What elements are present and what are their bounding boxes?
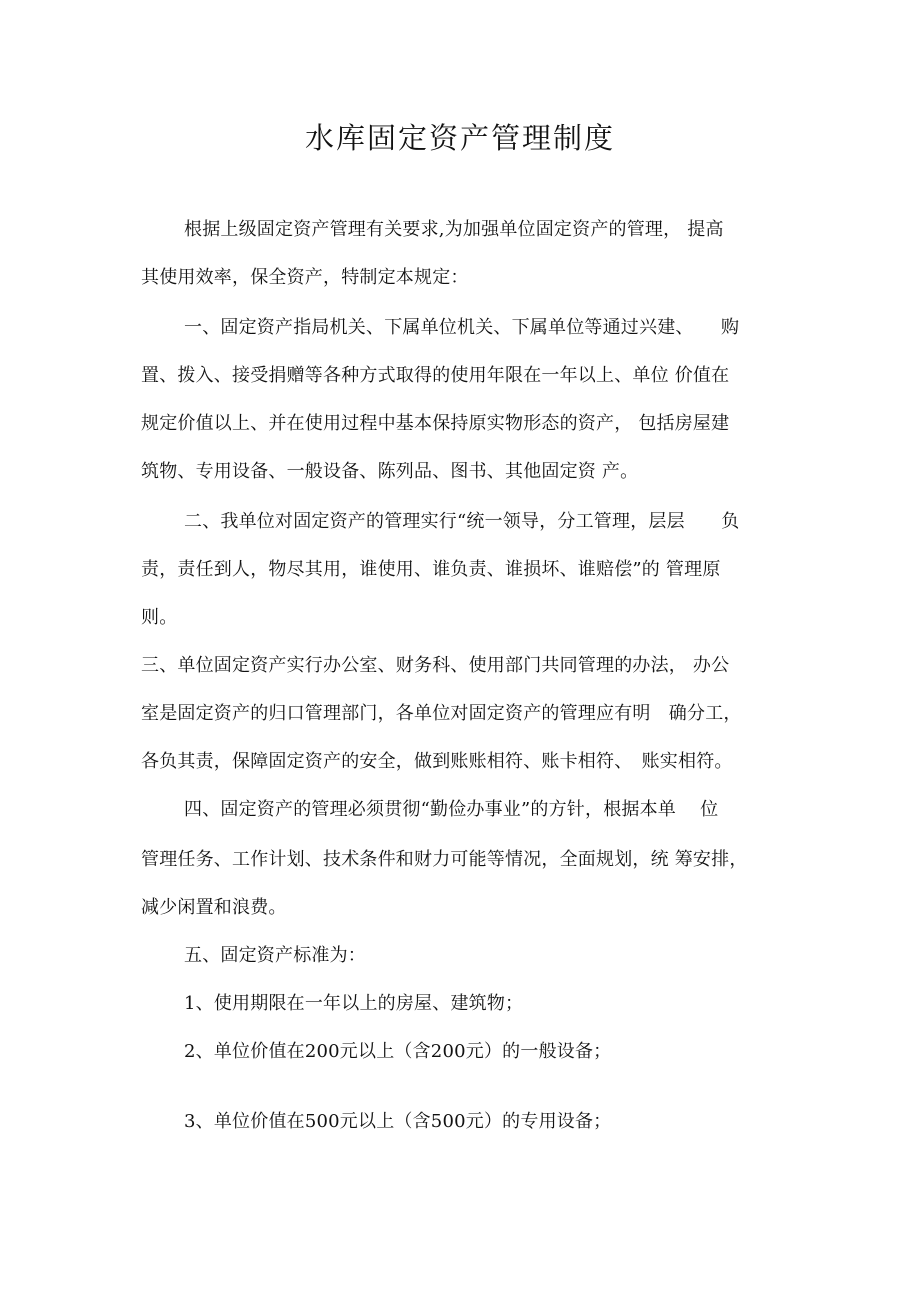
paragraph-item-4-line-2: 管理任务、工作计划、技术条件和财力可能等情况，全面规划，统 筹安排， <box>141 849 748 870</box>
paragraph-item-2-line-3: 则。 <box>141 607 178 628</box>
list-item-3: 3、单位价值在500元以上（含500元）的专用设备； <box>184 1111 612 1132</box>
paragraph-item-2-line-2: 责，责任到人，物尽其用，谁使用、谁负责、谁损坏、谁赔偿”的 管理原 <box>141 559 721 580</box>
paragraph-item-2-line-1: 二、我单位对固定资产的管理实行“统一领导，分工管理，层层 负 <box>184 511 740 532</box>
paragraph-item-1-line-2: 置、拨入、接受捐赠等各种方式取得的使用年限在一年以上、单位 价值在 <box>141 365 730 386</box>
list-item-2: 2、单位价值在200元以上（含200元）的一般设备； <box>184 1041 612 1062</box>
paragraph-item-1-line-3: 规定价值以上、并在使用过程中基本保持原实物形态的资产， 包括房屋建 <box>141 413 730 434</box>
paragraph-item-4-line-1: 四、固定资产的管理必须贯彻“勤俭办事业”的方针，根据本单 位 <box>184 799 719 820</box>
paragraph-item-1-line-4: 筑物、专用设备、一般设备、陈列品、图书、其他固定资 产。 <box>141 461 639 482</box>
paragraph-item-5-heading: 五、固定资产标准为： <box>184 945 366 966</box>
paragraph-item-4-line-3: 减少闲置和浪费。 <box>141 897 287 918</box>
document-title: 水库固定资产管理制度 <box>304 121 615 155</box>
paragraph-intro-line-1: 根据上级固定资产管理有关要求,为加强单位固定资产的管理， 提高 <box>184 219 724 240</box>
paragraph-intro-line-2: 其使用效率，保全资产，特制定本规定： <box>141 267 469 288</box>
paragraph-item-3-line-1: 三、单位固定资产实行办公室、财务科、使用部门共同管理的办法， 办公 <box>141 655 730 676</box>
list-item-1: 1、使用期限在一年以上的房屋、建筑物； <box>184 993 524 1014</box>
paragraph-item-1-line-1: 一、固定资产指局机关、下属单位机关、下属单位等通过兴建、 购 <box>184 317 740 338</box>
paragraph-item-3-line-2: 室是固定资产的归口管理部门，各单位对固定资产的管理应有明 确分工， <box>141 703 742 724</box>
paragraph-item-3-line-3: 各负其责，保障固定资产的安全，做到账账相符、账卡相符、 账实相符。 <box>141 751 733 772</box>
